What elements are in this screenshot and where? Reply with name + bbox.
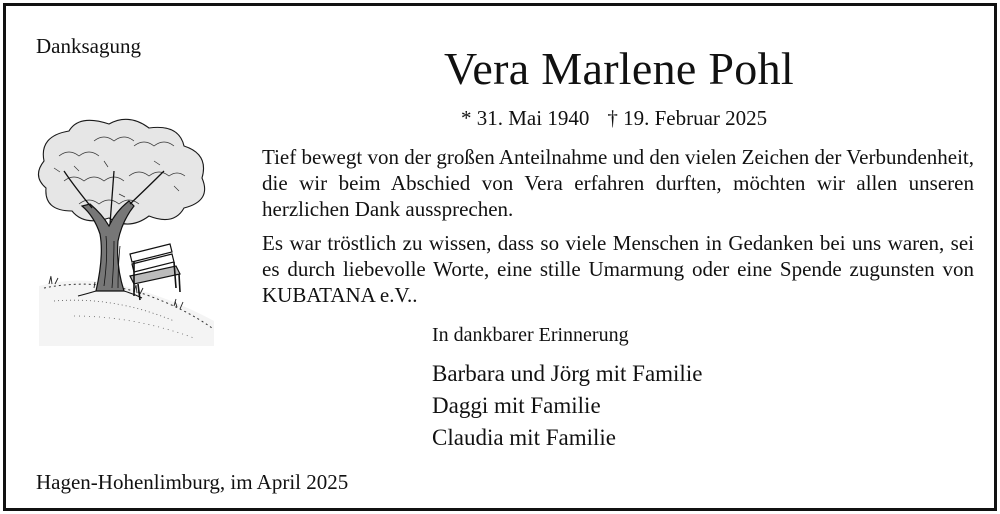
paragraph-1: Tief bewegt von der großen Anteilnahme und den vielen Zeichen der Verbundenheit, die wir beim Abschied von Vera erfahren durften, möchten wir allen unseren herzlichen Dank aussprechen.: [262, 145, 974, 221]
signoff: In dankbarer Erinnerung: [432, 324, 629, 346]
obituary-card: [3, 3, 997, 511]
birth-date: * 31. Mai 1940: [461, 106, 590, 130]
thank-you-text: [262, 144, 974, 316]
paragraph-2: Es war tröstlich zu wissen, dass so viele Menschen in Gedanken bei uns waren, sei es durch liebevolle Worte, eine stille Umarmung oder eine Spende zugunsten von KUBATANA e.V..: [262, 231, 974, 307]
signers-list: [432, 358, 702, 454]
deceased-name: Vera Marlene Pohl: [444, 43, 794, 94]
header-label: Danksagung: [36, 34, 141, 58]
place-and-date: Hagen-Hohenlimburg, im April 2025: [36, 470, 349, 494]
life-dates: [461, 106, 767, 131]
signer-item: Barbara und Jörg mit Familie: [432, 361, 703, 386]
signer-item: Daggi mit Familie: [432, 393, 601, 418]
death-date: † 19. Februar 2025: [607, 106, 768, 130]
signer-item: Claudia mit Familie: [432, 425, 616, 450]
tree-and-bench-illustration: [34, 116, 219, 346]
